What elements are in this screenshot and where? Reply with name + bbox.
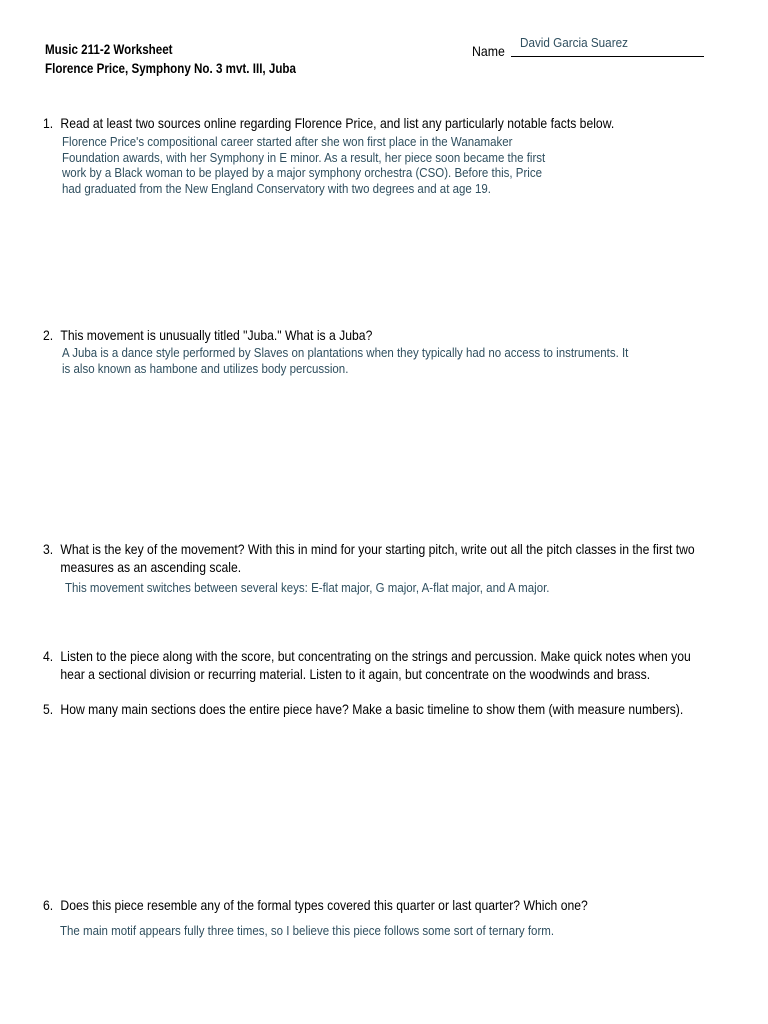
question-6	[43, 896, 588, 914]
answer-line: work by a Black woman to be played by a major symphony orchestra (CSO). Before this, Price	[62, 166, 543, 180]
answer-line: A Juba is a dance style performed by Slaves on plantations when they typically had no access to instruments. It	[62, 346, 629, 360]
question-number: 5.	[43, 701, 54, 717]
question-text: hear a sectional division or recurring material. Listen to it again, but concentrate on the woodwinds and brass.	[60, 666, 651, 682]
question-1	[43, 114, 614, 132]
question-text: measures as an ascending scale.	[60, 559, 242, 575]
worksheet-title: Music 211-2 Worksheet	[45, 42, 173, 57]
answer-6[interactable]	[60, 924, 554, 940]
question-text: Read at least two sources online regarding Florence Price, and list any particularly notable facts below.	[60, 115, 615, 131]
question-number: 6.	[43, 897, 54, 913]
question-5	[43, 700, 683, 718]
question-3	[43, 540, 695, 576]
answer-3[interactable]	[65, 581, 549, 597]
worksheet-subtitle: Florence Price, Symphony No. 3 mvt. III, Juba	[45, 61, 296, 76]
answer-line: Foundation awards, with her Symphony in E minor. As a result, her piece soon became the first	[62, 150, 546, 165]
question-4	[43, 647, 691, 683]
answer-line: The main motif appears fully three times, so I believe this piece follows some sort of ternary form.	[60, 924, 555, 938]
answer-line: Florence Price's compositional career started after she won first place in the Wanamaker	[62, 135, 513, 149]
question-text: Listen to the piece along with the score, but concentrating on the strings and percussion. Make quick notes when you	[60, 648, 691, 664]
name-field[interactable]: David Garcia Suarez	[520, 35, 628, 50]
question-text: What is the key of the movement? With this in mind for your starting pitch, write out all the pitch classes in the first two	[60, 541, 695, 557]
answer-line: This movement switches between several keys: E-flat major, G major, A-flat major, and A major.	[65, 581, 550, 595]
answer-2[interactable]	[62, 346, 628, 377]
question-number: 2.	[43, 327, 54, 343]
name-label: Name	[472, 43, 505, 59]
answer-line: is also known as hambone and utilizes body percussion.	[62, 361, 349, 376]
question-number: 1.	[43, 115, 54, 131]
question-text: This movement is unusually titled "Juba." What is a Juba?	[60, 327, 373, 343]
question-text: How many main sections does the entire piece have? Make a basic timeline to show them (with measure numbers).	[60, 701, 684, 717]
question-2	[43, 326, 372, 344]
name-field-underline	[511, 56, 704, 57]
question-text: Does this piece resemble any of the formal types covered this quarter or last quarter? Which one?	[60, 897, 588, 913]
answer-line: had graduated from the New England Conservatory with two degrees and at age 19.	[62, 181, 491, 196]
answer-1[interactable]	[62, 135, 545, 197]
question-number: 3.	[43, 541, 54, 557]
question-number: 4.	[43, 648, 54, 664]
